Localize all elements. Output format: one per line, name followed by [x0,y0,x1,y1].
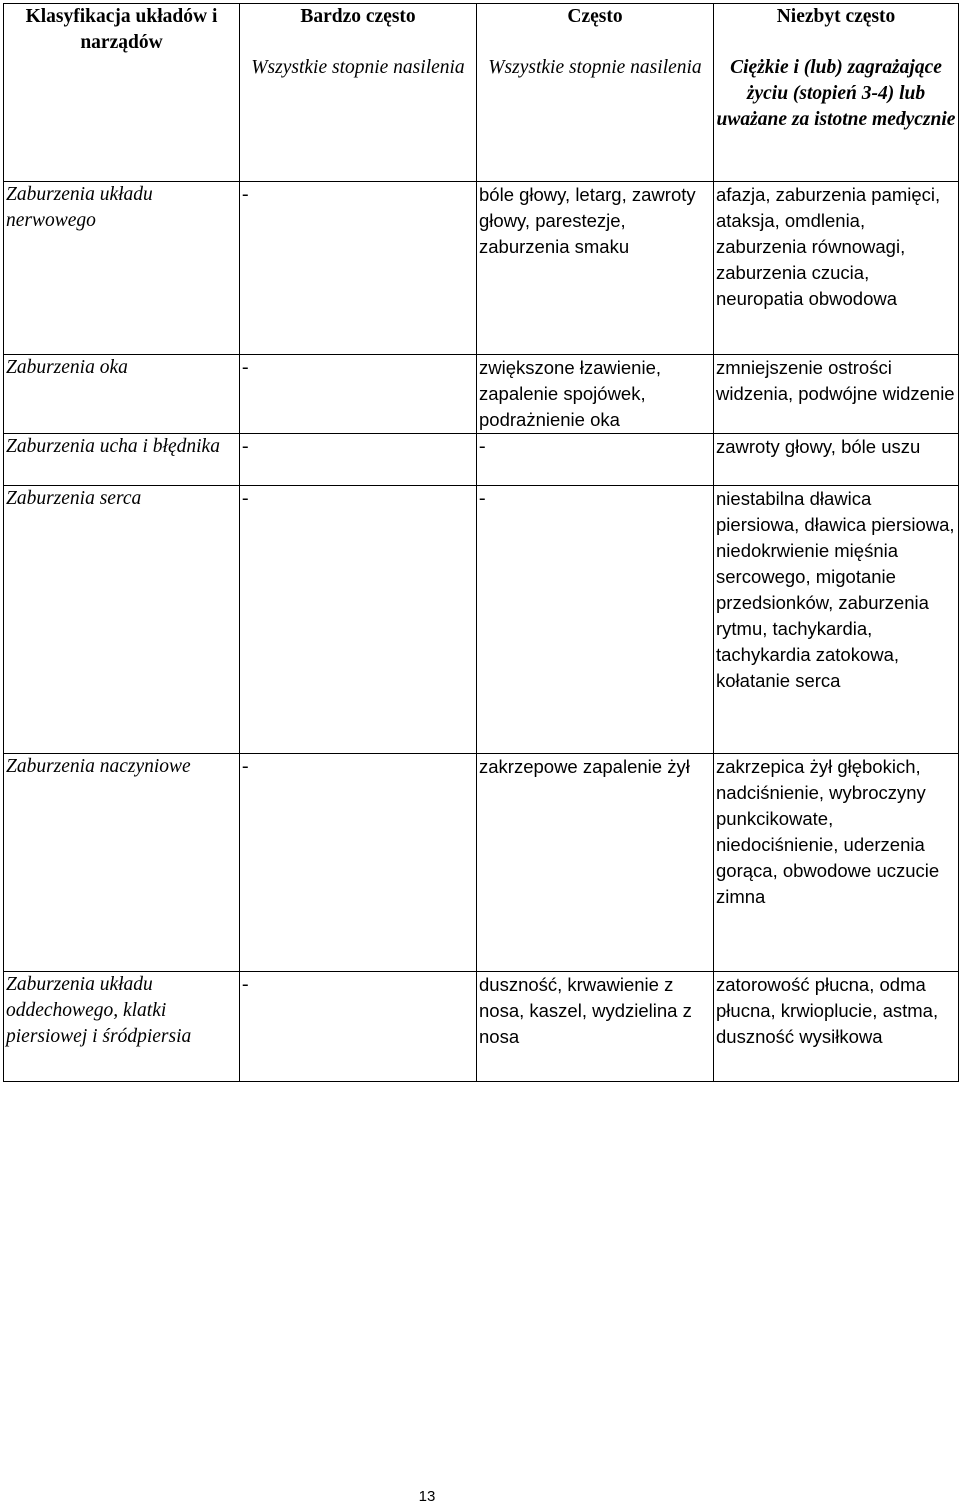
common-cell: zwiększone łzawienie, zapalenie spojówek, podrażnienie oka [479,357,662,430]
organ-class-cell: Zaburzenia serca [6,488,142,509]
table-row [4,434,959,486]
organ-class-cell: Zaburzenia układu nerwowego [6,184,153,231]
header-common [477,4,714,182]
uncommon-cell: zakrzepica żył głębokich, nadciśnienie, wybroczyny punkcikowate, niedociśnienie, uderzenia gorąca, obwodowe uczucie zimna [716,756,940,907]
organ-class-cell: Zaburzenia ucha i błędnika [6,436,220,457]
adverse-reactions-table [3,3,959,1082]
common-cell: zakrzepowe zapalenie żył [479,756,690,777]
header-organ-class [4,4,240,182]
table-row [4,355,959,434]
uncommon-cell: zatorowość płucna, odma płucna, krwioplucie, astma, duszność wysiłkowa [716,974,939,1047]
header-uncommon-label: Niezbyt często [776,6,896,27]
uncommon-cell: zmniejszenie ostrości widzenia, podwójne widzenie [716,357,955,404]
header-very-common [240,4,477,182]
common-cell: - [479,436,486,457]
very-common-cell: - [242,436,249,457]
table-row [4,972,959,1082]
uncommon-cell: zawroty głowy, bóle uszu [716,436,921,457]
header-uncommon [714,4,959,182]
common-cell: - [479,488,486,509]
very-common-cell: - [242,184,249,205]
common-cell: bóle głowy, letarg, zawroty głowy, parestezje, zaburzenia smaku [479,184,696,257]
page-number: 13 [418,1488,436,1505]
header-very-common-sub: Wszystkie stopnie nasilenia [251,57,465,78]
table-row [4,182,959,355]
organ-class-cell: Zaburzenia układu oddechowego, klatki piersiowej i śródpiersia [6,974,192,1047]
header-common-sub: Wszystkie stopnie nasilenia [488,57,702,78]
header-organ-class-label: Klasyfikacja układów i narządów [25,6,218,53]
table-header-row [4,4,959,182]
very-common-cell: - [242,756,249,777]
header-very-common-label: Bardzo często [300,6,416,27]
uncommon-cell: niestabilna dławica piersiowa, dławica piersiowa, niedokrwienie mięśnia sercowego, migotanie przedsionków, zaburzenia rytmu, tachykardia, tachykardia zatokowa, kołatanie serca [716,488,955,691]
uncommon-cell: afazja, zaburzenia pamięci, ataksja, omdlenia, zaburzenia równowagi, zaburzenia czucia, neuropatia obwodowa [716,184,941,309]
header-common-label: Często [567,6,623,27]
common-cell: duszność, krwawienie z nosa, kaszel, wydzielina z nosa [479,974,692,1047]
organ-class-cell: Zaburzenia oka [6,357,128,378]
table-row [4,486,959,754]
organ-class-cell: Zaburzenia naczyniowe [6,756,191,777]
header-uncommon-sub: Ciężkie i (lub) zagrażające życiu (stopień 3-4) lub uważane za istotne medycznie [716,57,956,130]
table-row [4,754,959,972]
very-common-cell: - [242,488,249,509]
very-common-cell: - [242,357,249,378]
very-common-cell: - [242,974,249,995]
